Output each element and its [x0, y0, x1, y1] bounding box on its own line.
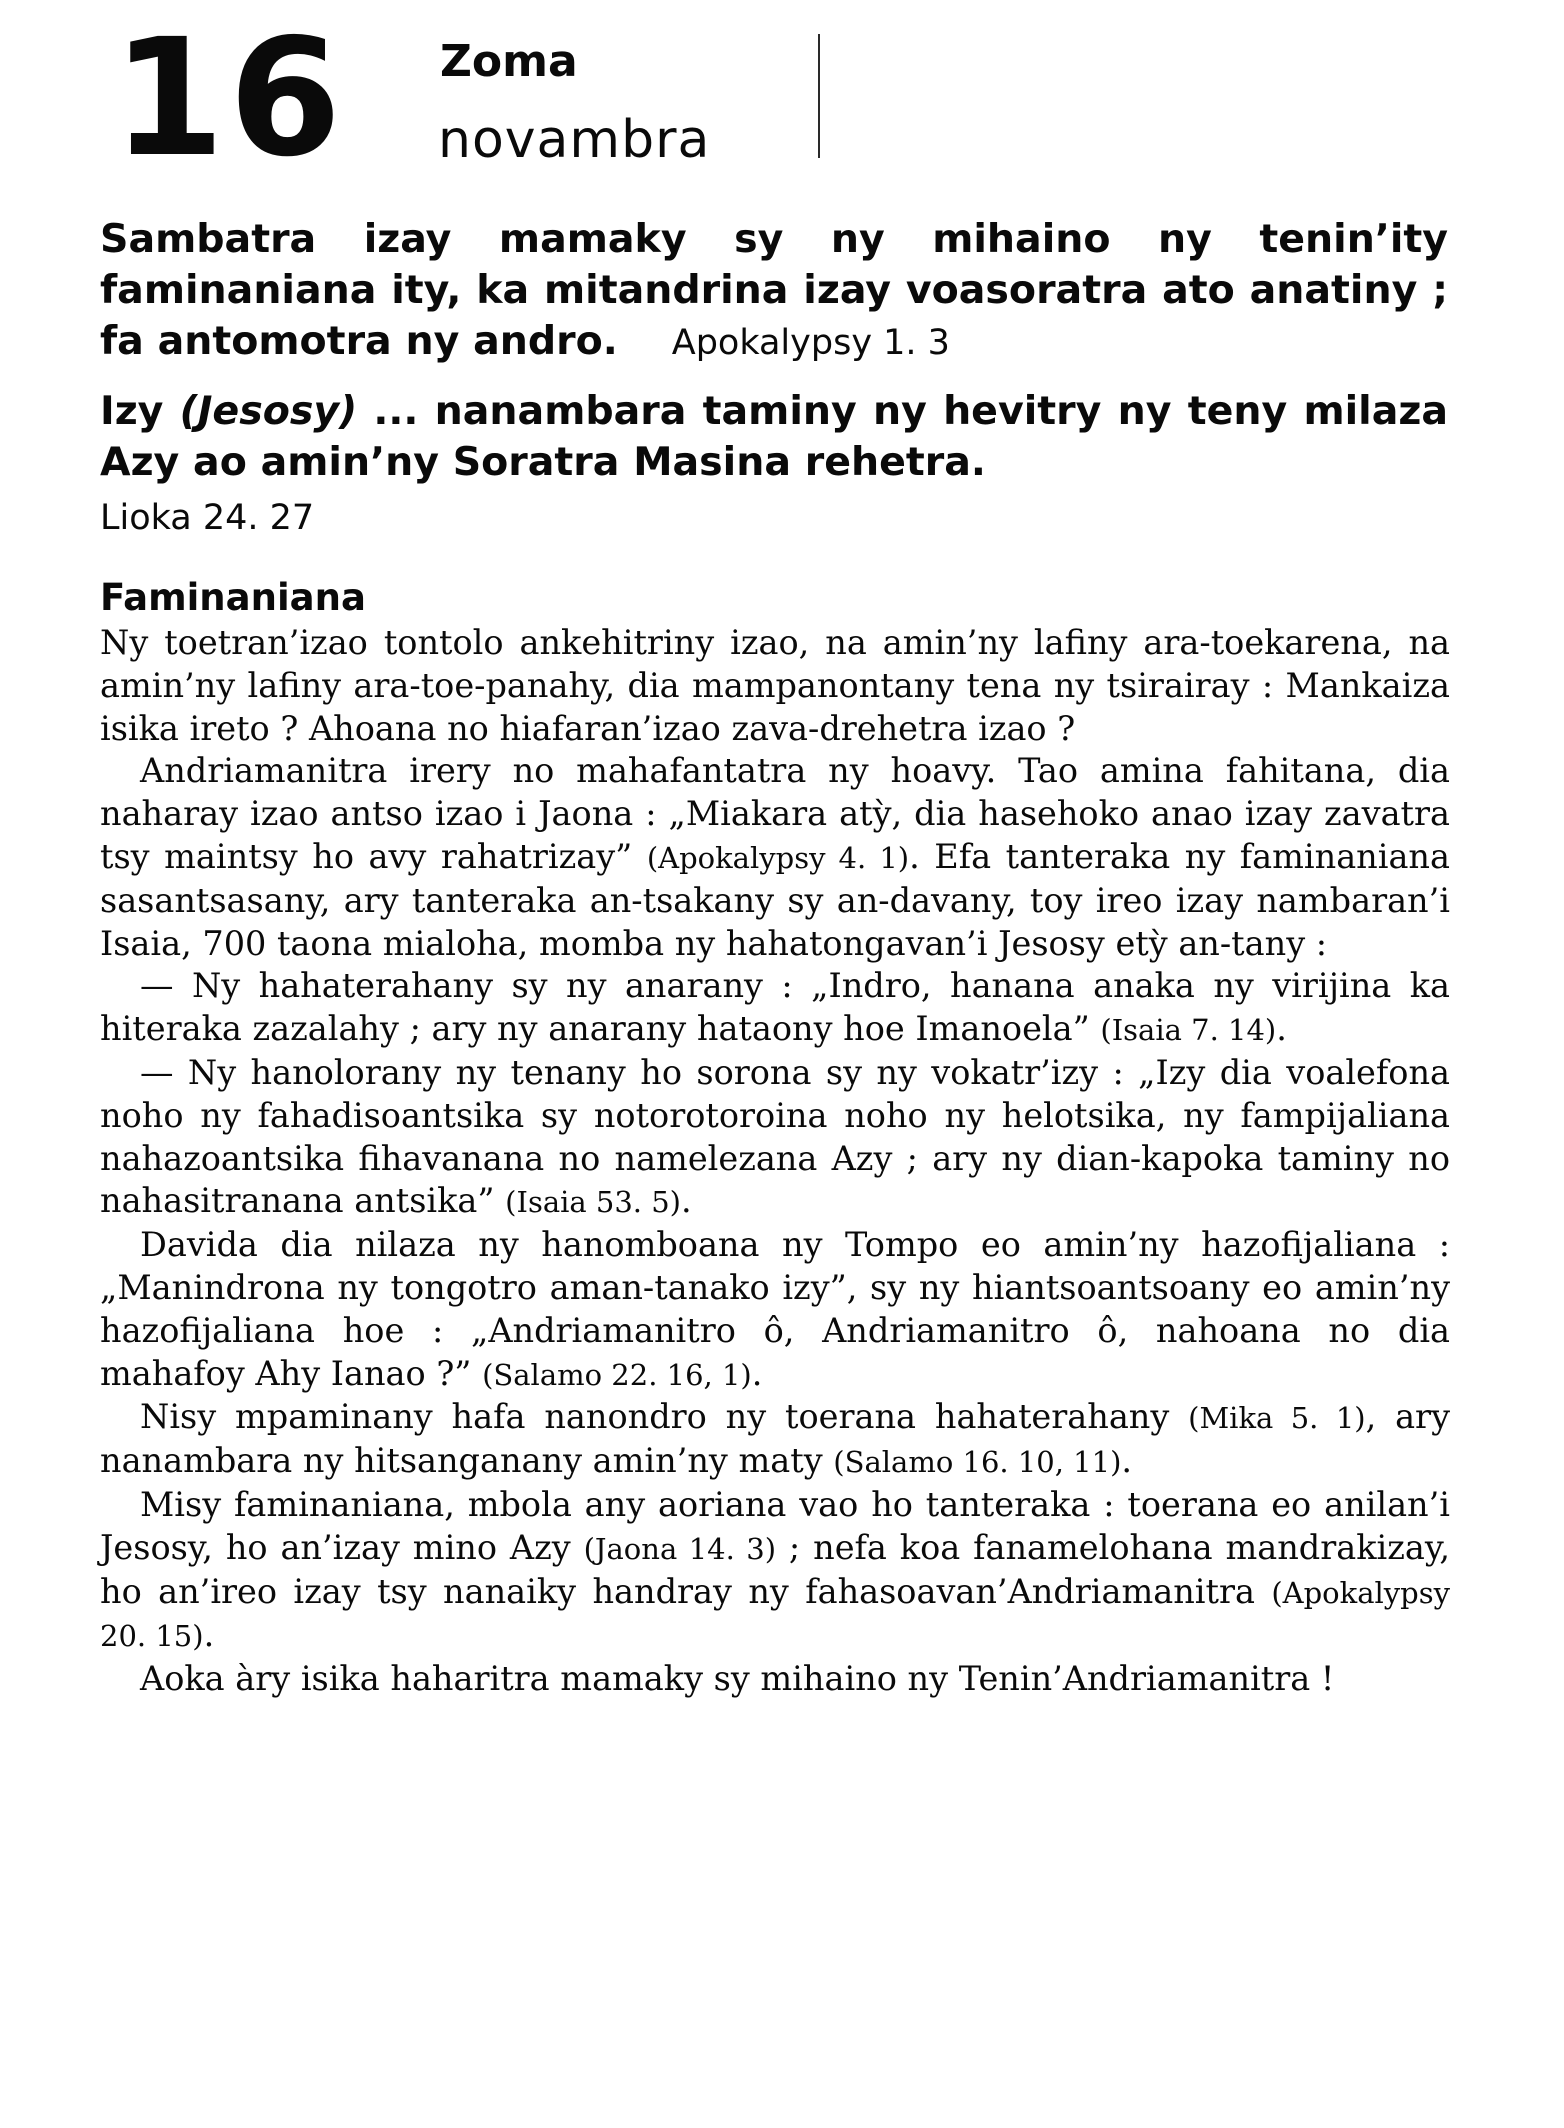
paragraph-7-reference-1: (Jaona 14. 3): [583, 1531, 777, 1566]
paragraph-4: [100, 1052, 1450, 1224]
paragraph-3-end: .: [1276, 1009, 1287, 1049]
verse-2-note: (Jesosy): [179, 388, 358, 434]
weekday: Zoma: [440, 36, 578, 87]
paragraph-6-text-2: , ary nanambara ny hitsanganany amin’ny maty: [100, 1397, 1450, 1481]
verse-1-text: Sambatra izay mamaky sy ny mihaino ny tenin’ity faminaniana ity, ka mitandrina izay voasoratra ato anatiny ; fa antomotra ny andro.: [100, 216, 1448, 364]
paragraph-7-text: Misy faminaniana, mbola any aoriana vao ho tanteraka : toerana eo anilan’i Jesosy, ho an’izay mino Azy: [100, 1484, 1450, 1567]
paragraph-5-reference: (Salamo 22. 16, 1): [482, 1357, 752, 1392]
paragraph-2-text: Andriamanitra irery no mahafantatra ny hoavy. Tao amina fahitana, dia naharay izao antso izao i Jaona : „Miakara atỳ, dia hasehoko anao izay zavatra tsy maintsy ho avy rahatrizay”: [100, 751, 1450, 876]
verse-2: [100, 386, 1448, 488]
month: novambra: [438, 110, 711, 170]
paragraph-3: [100, 965, 1450, 1052]
paragraph-5: [100, 1224, 1450, 1396]
paragraph-2-text-end: . Efa tanteraka ny faminaniana sasantsasany, ary tanteraka an-tsakany sy an-davany, toy ireo izay nambaran’i Isaia, 700 taona mialoha, momba ny hahatongavan’i Jesosy etỳ an-tany :: [100, 836, 1450, 963]
paragraph-7: [100, 1484, 1450, 1658]
paragraph-4-reference: (Isaia 53. 5): [505, 1185, 681, 1220]
paragraph-4-end: .: [681, 1181, 692, 1221]
paragraph-5-end: .: [751, 1353, 763, 1393]
verse-1-reference: Apokalypsy 1. 3: [671, 323, 950, 363]
paragraph-3-text: — Ny hahaterahany sy ny anarany : „Indro, hanana anaka ny virijina ka hiteraka zazalahy ; ary ny anarany hataony hoe Imanoela”: [100, 966, 1450, 1049]
paragraph-3-reference: (Isaia 7. 14): [1100, 1013, 1277, 1048]
paragraph-4-text: — Ny hanolorany ny tenany ho sorona sy ny vokatr’izy : „Izy dia voalefona noho ny fahadisoantsika sy notorotoroina noho ny helotsika, ny fampijaliana nahazoantsika fihavanana no namelezana Azy ; ary ny dian-kapoka taminy no nahasitranana antsika”: [100, 1052, 1450, 1221]
paragraph-6-end: .: [1121, 1441, 1133, 1481]
paragraph-5-text: Davida dia nilaza ny hanomboana ny Tompo eo amin’ny hazofijaliana : „Manindrona ny tongotro aman-tanako izy”, sy ny hiantsoantsoany eo amin’ny hazofijaliana hoe : „Andriamanitro ô, Andriamanitro ô, nahoana no dia mahafoy Ahy Ianao ?”: [100, 1225, 1450, 1393]
verse-1: [100, 214, 1448, 367]
verse-2-text-end: ... nanambara taminy ny hevitry ny teny milaza Azy ao amin’ny Soratra Masina rehetra.: [100, 388, 1448, 485]
paragraph-6-text: Nisy mpaminany hafa nanondro ny toerana hahaterahany: [140, 1397, 1189, 1437]
paragraph-8: Aoka àry isika haharitra mamaky sy mihaino ny Tenin’Andriamanitra !: [140, 1659, 1335, 1699]
day-number: 16: [112, 5, 346, 193]
devotional-body: [100, 622, 1450, 1701]
paragraph-1: Ny toetran’izao tontolo ankehitriny izao, na amin’ny lafiny ara-toekarena, na amin’ny lafiny ara-toe-panahy, dia mampanontany tena ny tsirairay : Mankaiza isika ireto ? Ahoana no hiafaran’izao zava-drehetra izao ?: [100, 623, 1450, 748]
verse-2-text-start: Izy: [100, 388, 180, 434]
header-divider: [818, 34, 820, 158]
date-header: [0, 0, 1564, 200]
paragraph-7-reference-2: (Apokalypsy 20. 15): [100, 1575, 1450, 1654]
verse-2-reference: Lioka 24. 27: [100, 498, 315, 538]
paragraph-7-text-2: ; nefa koa fanamelohana mandrakizay, ho an’ireo izay tsy nanaiky handray ny fahasoavan’Andriamanitra: [100, 1527, 1450, 1611]
paragraph-6-reference-2: (Salamo 16. 10, 11): [833, 1445, 1122, 1480]
section-title: Faminaniana: [100, 576, 366, 619]
paragraph-2: [100, 750, 1450, 965]
paragraph-7-end: .: [203, 1615, 215, 1655]
paragraph-2-reference: (Apokalypsy 4. 1): [646, 840, 910, 875]
paragraph-6-reference-1: (Mika 5. 1): [1188, 1401, 1366, 1436]
paragraph-6: [100, 1396, 1450, 1484]
